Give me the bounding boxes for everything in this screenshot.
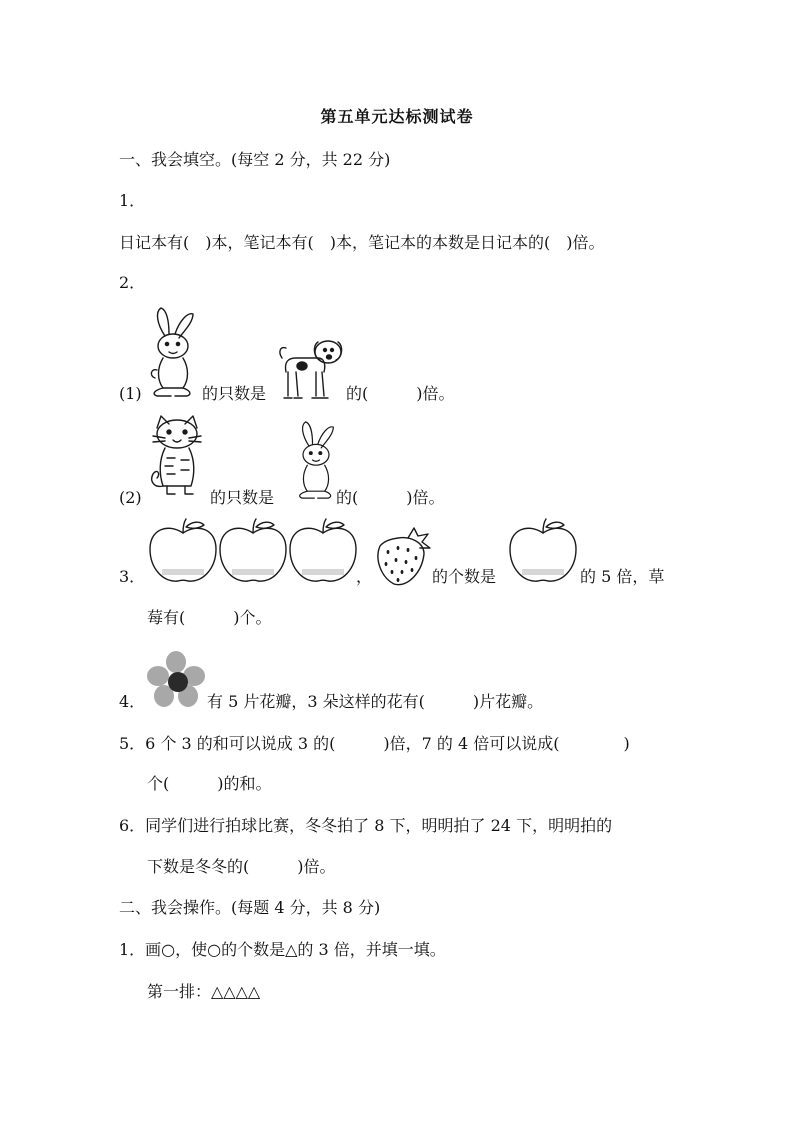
apple-icon	[148, 517, 218, 585]
q5-line2: 个( )的和。	[147, 774, 272, 793]
rabbit-icon	[290, 420, 342, 500]
q6-line1: 6．同学们进行拍球比赛，冬冬拍了 8 下，明明拍了 24 下，明明拍的	[119, 816, 613, 835]
q2-number: 2．	[119, 273, 146, 292]
apple-icon	[218, 517, 288, 585]
q6-line2: 下数是冬冬的( )倍。	[147, 857, 336, 876]
q4-text: 有 5 片花瓣，3 朵这样的花有( )片花瓣。	[207, 692, 544, 711]
q2-part2-text1: 的只数是	[210, 488, 275, 507]
cat-icon	[145, 414, 211, 498]
s2-q1-row1: 第一排：△△△△	[147, 982, 261, 1001]
q3-line2: 莓有( )个。	[147, 608, 272, 627]
s2-q1-text: 1．画○，使○的个数是△的 3 倍，并填一填。	[119, 940, 446, 959]
dog-icon	[276, 332, 346, 402]
flower-icon	[146, 650, 206, 710]
rabbit-icon	[143, 306, 203, 398]
q3-comma: ，	[356, 567, 373, 586]
q4-number: 4．	[119, 692, 146, 711]
q1-text: 日记本有( )本，笔记本有( )本，笔记本的本数是日记本的( )倍。	[119, 233, 605, 252]
page-title: 第五单元达标测试卷	[320, 107, 474, 126]
q3-number: 3．	[119, 567, 146, 586]
q1-number: 1．	[119, 191, 146, 210]
q2-part1-text2: 的( )倍。	[346, 384, 455, 403]
q2-part2-label: (2)	[119, 488, 142, 507]
q5-line1: 5．6 个 3 的和可以说成 3 的( )倍，7 的 4 倍可以说成( )	[119, 734, 630, 753]
apple-icon	[508, 517, 578, 585]
strawberry-icon	[374, 526, 432, 586]
q2-part1-text1: 的只数是	[202, 384, 267, 403]
q2-part1-label: (1)	[119, 384, 142, 403]
q3-text2: 的 5 倍，草	[580, 567, 665, 586]
apple-icon	[288, 517, 358, 585]
q2-part2-text2: 的( )倍。	[336, 488, 445, 507]
section2-heading: 二、我会操作。(每题 4 分，共 8 分)	[119, 898, 381, 917]
q3-text1: 的个数是	[432, 567, 497, 586]
section1-heading: 一、我会填空。(每空 2 分，共 22 分)	[119, 150, 391, 169]
